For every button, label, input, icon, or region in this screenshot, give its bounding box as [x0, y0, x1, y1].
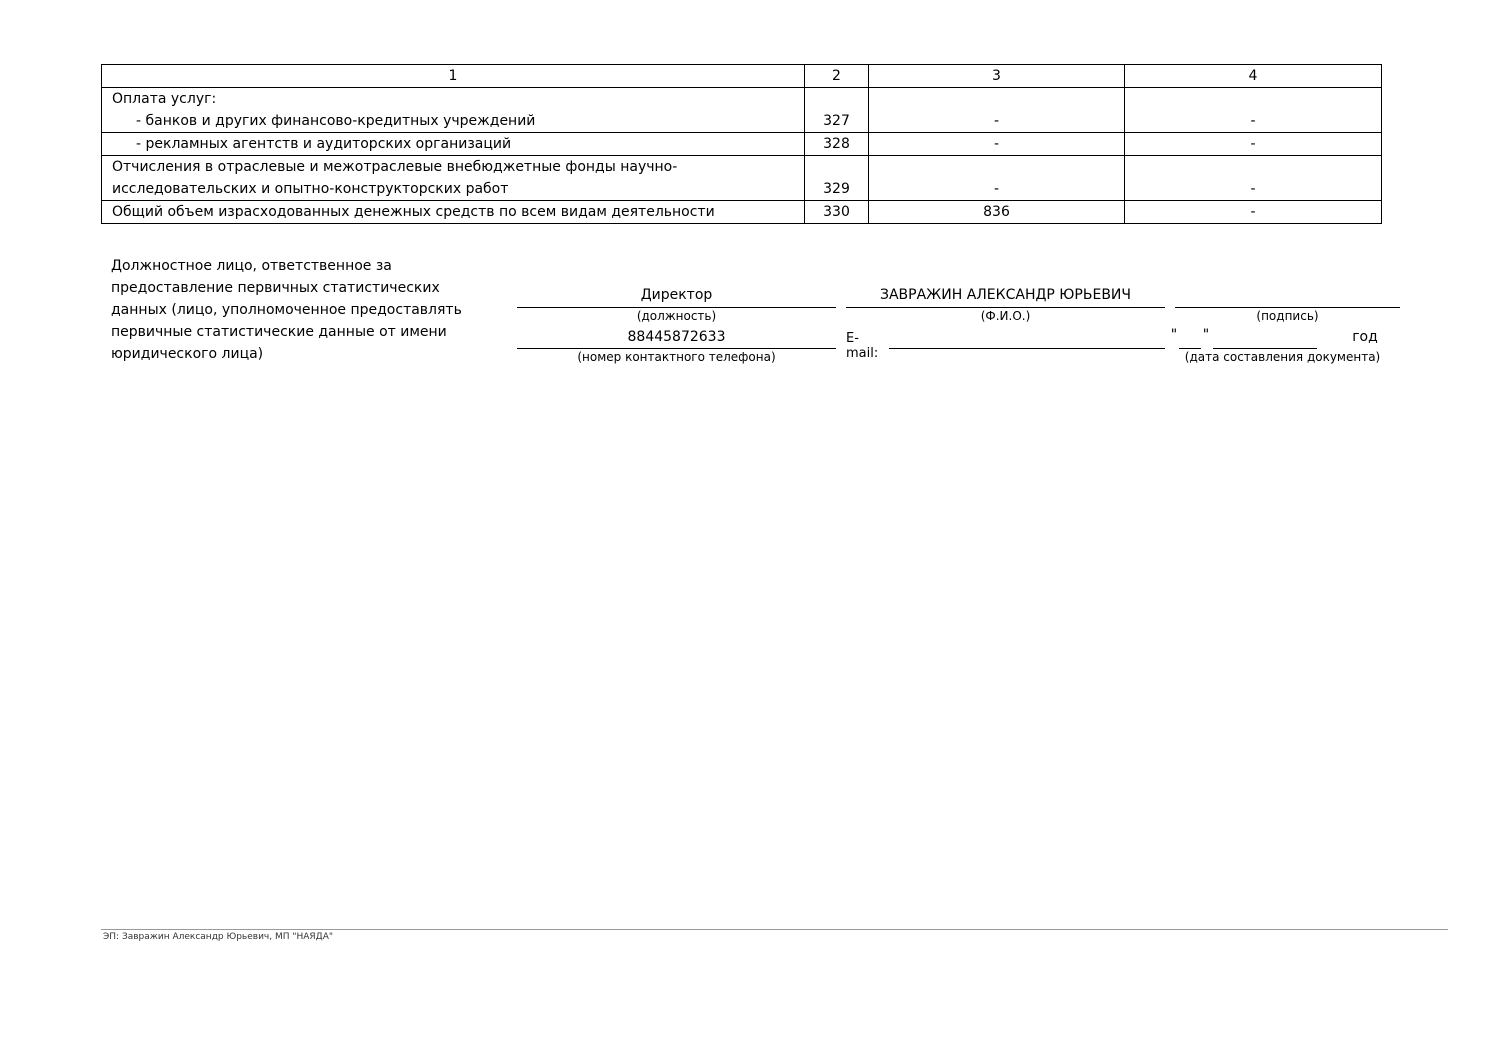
official-line: юридического лица) [111, 346, 264, 362]
row-label [102, 133, 805, 156]
phone-line [517, 348, 836, 349]
email-label: E-mail: [846, 331, 879, 361]
row-code: 330 [805, 201, 869, 224]
row-label-line: Общий объем израсходованных денежных средств по всем видам деятельности [112, 204, 715, 220]
signature-line [1175, 307, 1400, 308]
official-line: данных (лицо, уполномоченное предоставлять [111, 302, 462, 318]
position-value: Директор [640, 287, 713, 303]
table-row [102, 201, 1382, 224]
table-row [102, 156, 1382, 201]
table-row [102, 88, 1382, 133]
official-line: предоставление первичных статистических [111, 280, 440, 296]
date-quote-close: " [1202, 327, 1210, 343]
header-col-3: 3 [869, 65, 1125, 88]
footer-divider [101, 929, 1448, 930]
phone-caption: (номер контактного телефона) [577, 350, 776, 364]
expenditure-table [101, 64, 1382, 224]
row-col4: - [1125, 156, 1382, 201]
header-col-4: 4 [1125, 65, 1382, 88]
year-label: год [1352, 329, 1378, 345]
row-col4: - [1125, 133, 1382, 156]
name-line [846, 307, 1165, 308]
position-line [517, 307, 836, 308]
row-label-line: - рекламных агентств и аудиторских организаций [136, 136, 512, 152]
row-code: 327 [805, 88, 869, 133]
official-line: Должностное лицо, ответственное за [111, 258, 392, 274]
row-col3: - [869, 88, 1125, 133]
email-line [889, 348, 1165, 349]
row-label-line: - банков и других финансово-кредитных учреждений [136, 113, 536, 129]
row-label-line: исследовательских и опытно-конструкторских работ [112, 181, 509, 197]
row-label-line: Отчисления в отраслевые и межотраслевые внебюджетные фонды научно- [112, 159, 678, 175]
row-label [102, 201, 805, 224]
header-col-1: 1 [102, 65, 805, 88]
row-label [102, 156, 805, 201]
row-col3: - [869, 133, 1125, 156]
row-label-line: Оплата услуг: [112, 91, 217, 107]
row-col3: - [869, 156, 1125, 201]
signature-caption: (подпись) [1256, 309, 1319, 323]
date-month-line [1213, 348, 1317, 349]
row-col4: - [1125, 201, 1382, 224]
official-line: первичные статистические данные от имени [111, 324, 447, 340]
table-header-row [102, 65, 1382, 88]
table-row [102, 133, 1382, 156]
date-quote-open: " [1170, 327, 1178, 343]
name-caption: (Ф.И.О.) [980, 309, 1031, 323]
row-col4: - [1125, 88, 1382, 133]
row-label [102, 88, 805, 133]
name-value: ЗАВРАЖИН АЛЕКСАНДР ЮРЬЕВИЧ [880, 287, 1131, 303]
row-col3: 836 [869, 201, 1125, 224]
footer-signature-text: ЭП: Завражин Александр Юрьевич, МП "НАЯДА" [103, 932, 333, 942]
row-code: 329 [805, 156, 869, 201]
date-caption: (дата составления документа) [1184, 350, 1381, 364]
header-col-2: 2 [805, 65, 869, 88]
phone-value: 88445872633 [627, 329, 726, 345]
position-caption: (должность) [636, 309, 717, 323]
date-day-line [1179, 348, 1201, 349]
row-code: 328 [805, 133, 869, 156]
official-description [111, 255, 471, 365]
